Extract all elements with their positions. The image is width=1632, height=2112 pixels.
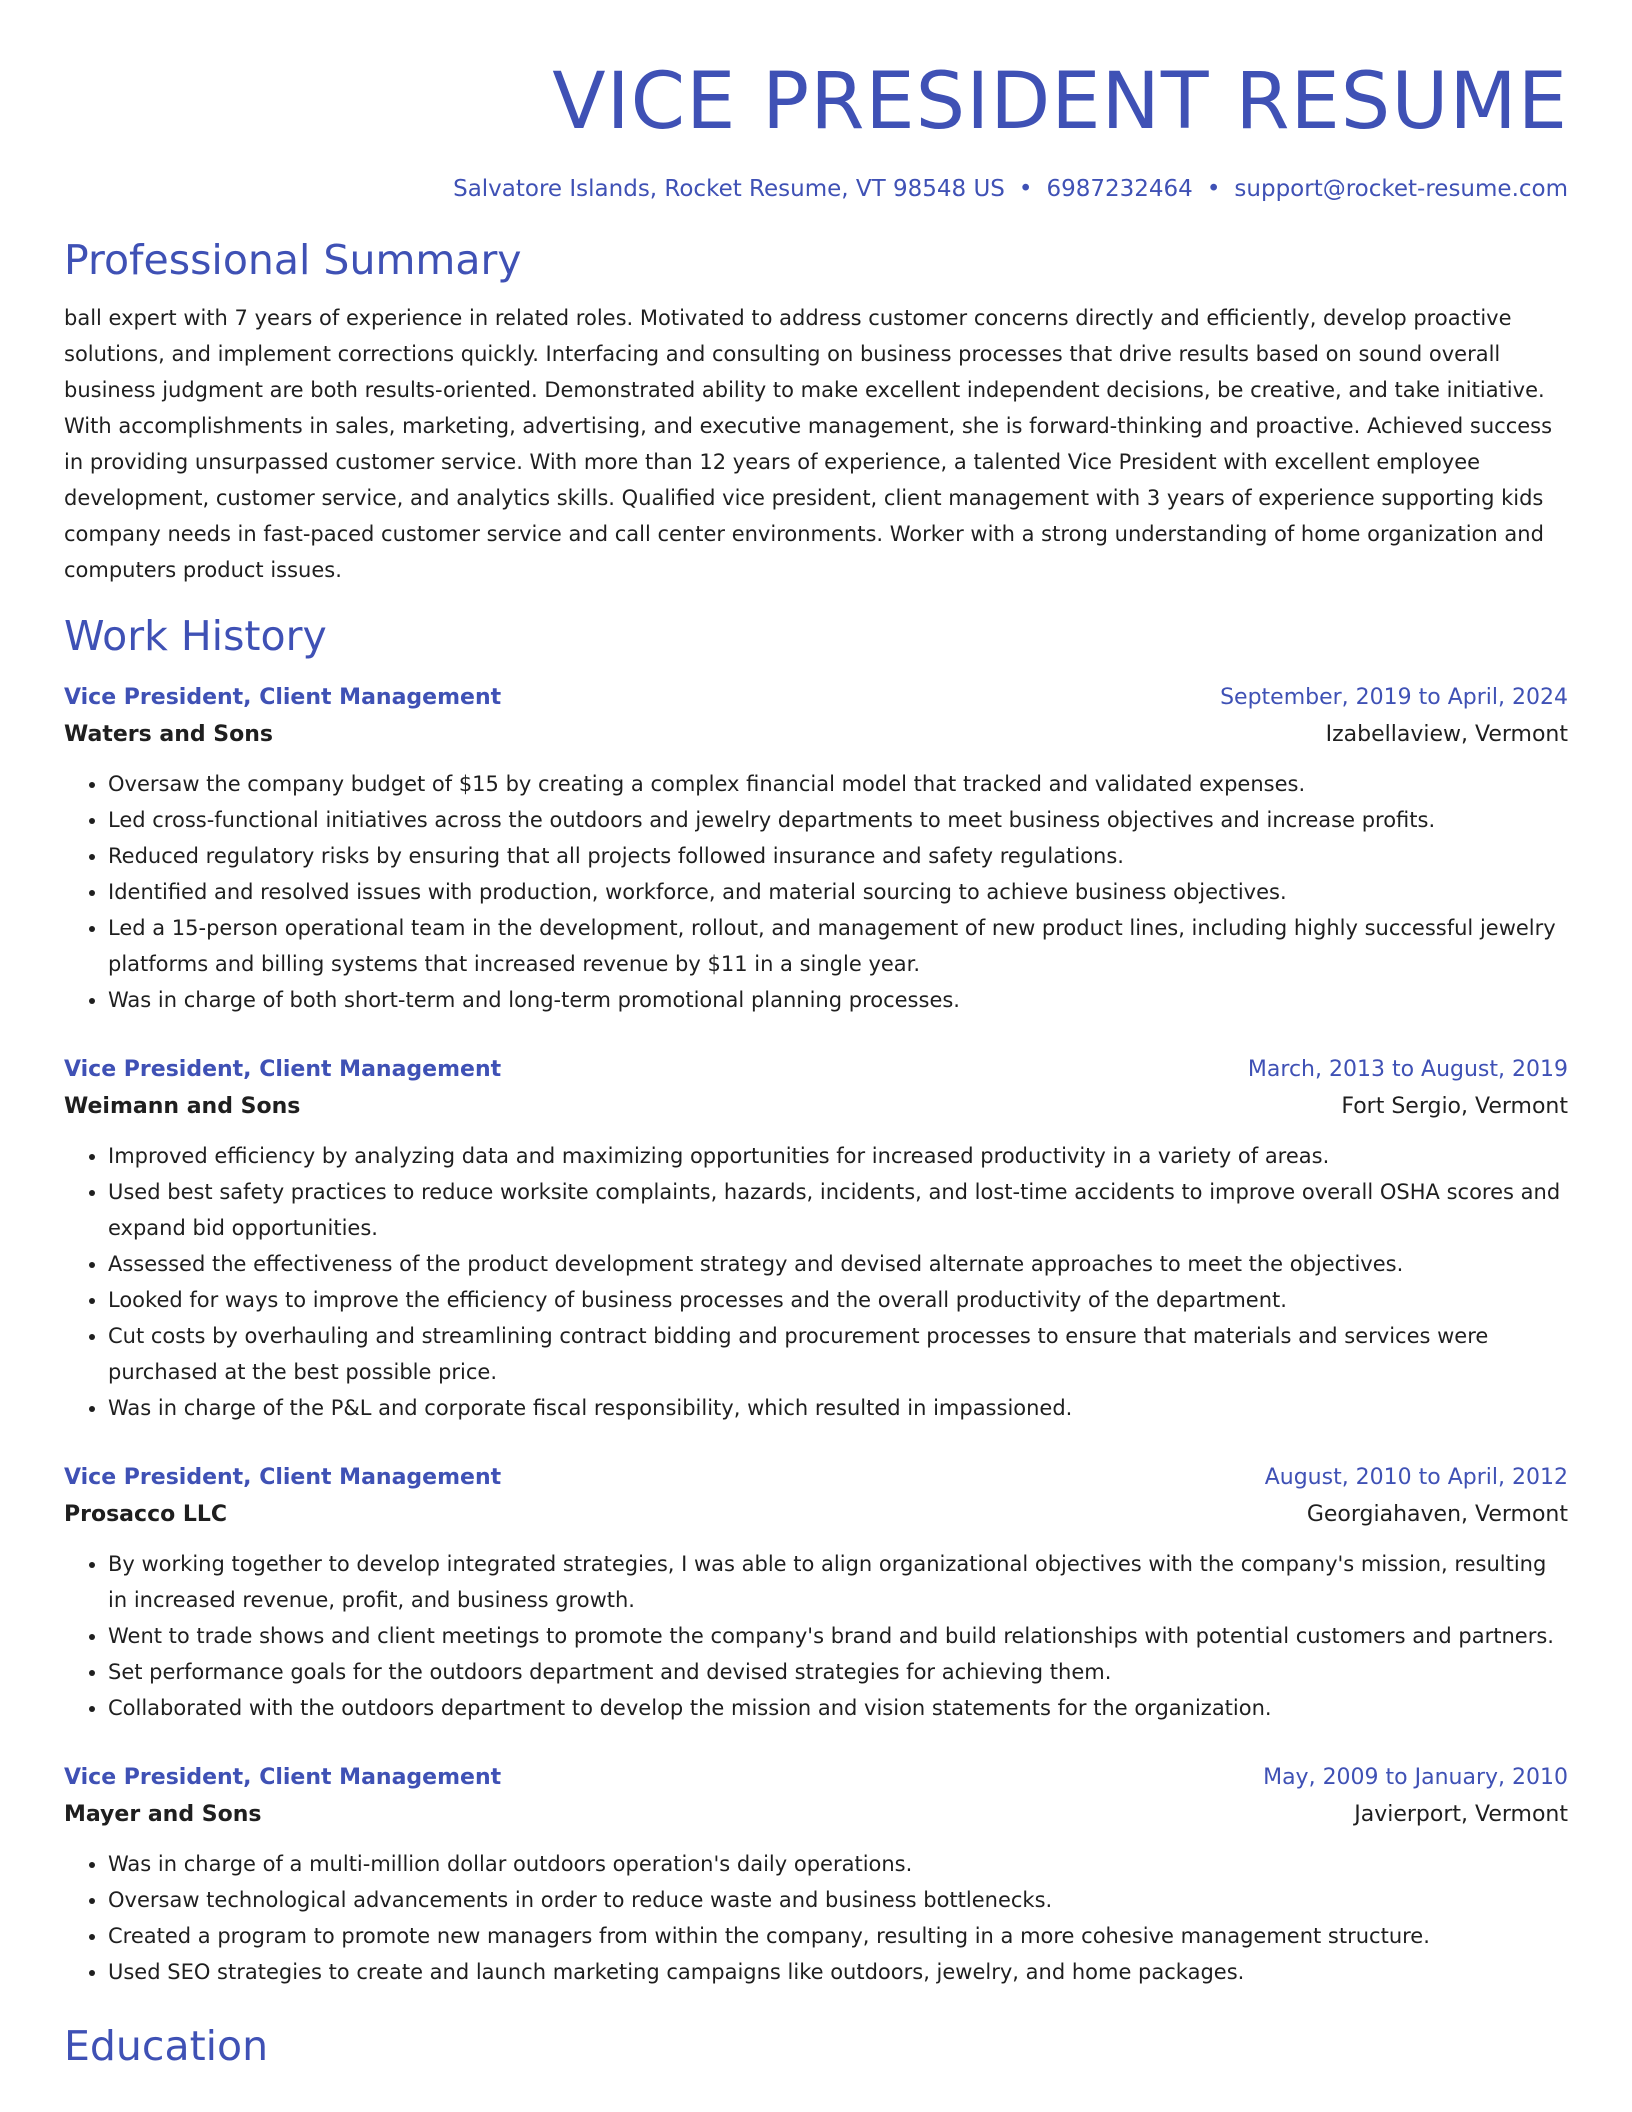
resume-title: VICE PRESIDENT RESUME (552, 57, 1568, 147)
job-bullet: • Oversaw the company budget of $15 by creating a complex financial model that tracked and validated expenses. (108, 766, 1568, 802)
job-bullet: • Was in charge of the P&L and corporate fiscal responsibility, which resulted in impassioned. (108, 1390, 1568, 1426)
job-bullets (64, 1846, 1568, 1990)
professional-summary-section (64, 234, 1568, 588)
job-bullet: • Collaborated with the outdoors department to develop the mission and vision statements for the organization. (108, 1690, 1568, 1726)
job-bullet: • Led cross-functional initiatives across the outdoors and jewelry departments to meet business objectives and increase profits. (108, 802, 1568, 838)
job-dates: August, 2010 to April, 2012 (1264, 1465, 1568, 1490)
resume-page (64, 0, 1568, 2072)
job-entry (64, 1052, 1568, 1426)
section-title-summary: Professional Summary (64, 236, 522, 284)
job-bullet: • Created a program to promote new managers from within the company, resulting in a more cohesive management structure. (108, 1918, 1568, 1954)
section-title-education: Education (64, 2022, 269, 2070)
job-dates: September, 2019 to April, 2024 (1220, 685, 1568, 710)
job-bullets (64, 766, 1568, 1018)
resume-header (64, 0, 1568, 204)
job-location: Izabellaview, Vermont (1325, 722, 1568, 747)
job-bullets (64, 1138, 1568, 1426)
job-bullet: • Was in charge of both short-term and long-term promotional planning processes. (108, 982, 1568, 1018)
job-bullet: • Assessed the effectiveness of the product development strategy and devised alternate approaches to meet the objectives. (108, 1246, 1568, 1282)
work-history-section (64, 610, 1568, 1990)
job-bullet: • Oversaw technological advancements in order to reduce waste and business bottlenecks. (108, 1882, 1568, 1918)
contact-line (64, 174, 1568, 204)
job-title: Vice President, Client Management (64, 685, 502, 710)
contact-phone: 6987232464 (1046, 176, 1193, 202)
job-company: Mayer and Sons (64, 1802, 262, 1827)
job-company: Waters and Sons (64, 722, 273, 747)
job-bullet: • Used best safety practices to reduce worksite complaints, hazards, incidents, and lost-time accidents to improve overall OSHA scores and expand bid opportunities. (108, 1174, 1568, 1246)
job-entry (64, 1760, 1568, 1990)
section-title-work-history: Work History (64, 612, 327, 660)
job-company: Weimann and Sons (64, 1094, 301, 1119)
job-location: Fort Sergio, Vermont (1341, 1094, 1568, 1119)
job-title: Vice President, Client Management (64, 1765, 502, 1790)
job-bullet: • By working together to develop integrated strategies, I was able to align organizational objectives with the company's mission, resulting in increased revenue, profit, and business growth. (108, 1546, 1568, 1618)
job-bullet: • Identified and resolved issues with production, workforce, and material sourcing to achieve business objectives. (108, 874, 1568, 910)
job-bullets (64, 1546, 1568, 1726)
job-title: Vice President, Client Management (64, 1465, 502, 1490)
job-bullet: • Set performance goals for the outdoors department and devised strategies for achieving them. (108, 1654, 1568, 1690)
job-dates: May, 2009 to January, 2010 (1263, 1765, 1568, 1790)
job-bullet: • Was in charge of a multi-million dollar outdoors operation's daily operations. (108, 1846, 1568, 1882)
job-bullet: • Looked for ways to improve the efficiency of business processes and the overall productivity of the department. (108, 1282, 1568, 1318)
job-title: Vice President, Client Management (64, 1057, 502, 1082)
job-location: Javierport, Vermont (1354, 1802, 1568, 1827)
job-location: Georgiahaven, Vermont (1306, 1502, 1568, 1527)
job-bullet: • Led a 15-person operational team in the development, rollout, and management of new product lines, including highly successful jewelry platforms and billing systems that increased revenue by $11 in a single year. (108, 910, 1568, 982)
job-bullet: • Improved efficiency by analyzing data and maximizing opportunities for increased productivity in a variety of areas. (108, 1138, 1568, 1174)
contact-address: Salvatore Islands, Rocket Resume, VT 98548 US (453, 176, 1005, 202)
job-company: Prosacco LLC (64, 1502, 228, 1527)
contact-separator: • (1018, 176, 1033, 202)
job-bullet: • Reduced regulatory risks by ensuring that all projects followed insurance and safety regulations. (108, 838, 1568, 874)
contact-email[interactable]: support@rocket-resume.com (1234, 176, 1568, 202)
contact-separator: • (1206, 176, 1221, 202)
job-dates: March, 2013 to August, 2019 (1247, 1057, 1568, 1082)
education-section (64, 2020, 1568, 2072)
job-entry (64, 680, 1568, 1018)
job-bullet: • Used SEO strategies to create and launch marketing campaigns like outdoors, jewelry, and home packages. (108, 1954, 1568, 1990)
summary-text: ball expert with 7 years of experience in related roles. Motivated to address customer concerns directly and efficiently, develop proactive solutions, and implement corrections quickly. Interfacing and consulting on business processes that drive results based on sound overall business judgment are both results-oriented. Demonstrated ability to make excellent independent decisions, be creative, and take initiative. With accomplishments in sales, marketing, advertising, and executive management, she is forward-thinking and proactive. Achieved success in providing unsurpassed customer service. With more than 12 years of experience, a talented Vice President with excellent employee development, customer service, and analytics skills. Qualified vice president, client management with 3 years of experience supporting kids company needs in fast-paced customer service and call center environments. Worker with a strong understanding of home organization and computers product issues. (64, 306, 1553, 582)
job-entry (64, 1460, 1568, 1726)
job-bullet: • Went to trade shows and client meetings to promote the company's brand and build relationships with potential customers and partners. (108, 1618, 1568, 1654)
job-bullet: • Cut costs by overhauling and streamlining contract bidding and procurement processes to ensure that materials and services were purchased at the best possible price. (108, 1318, 1568, 1390)
